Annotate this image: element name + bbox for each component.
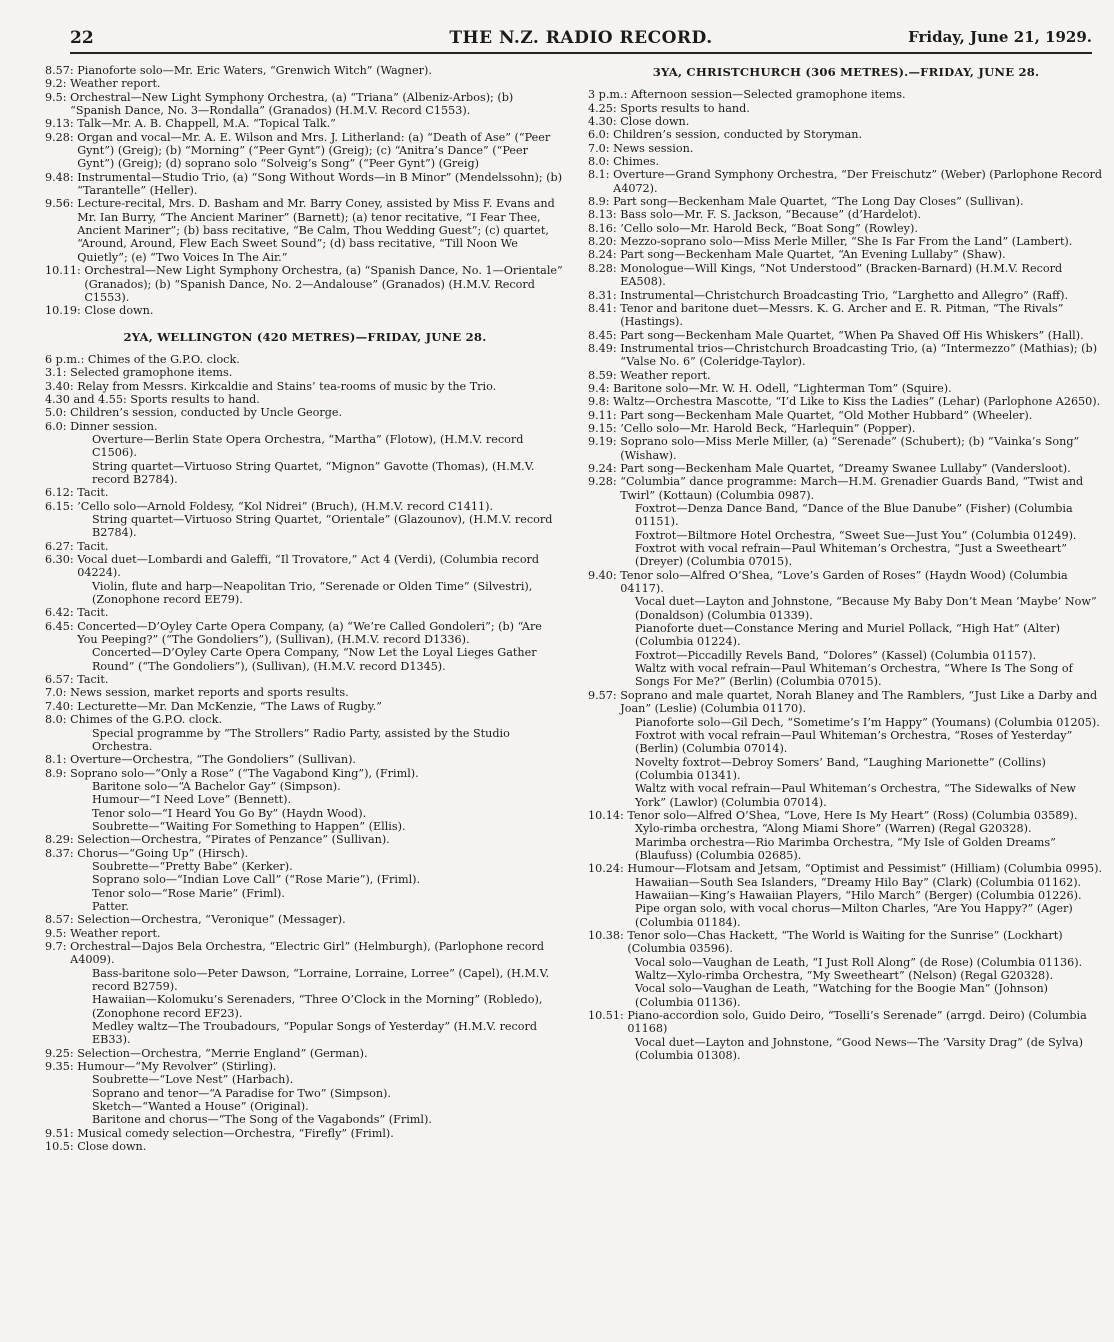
entry-text: Overture—Orchestra, “The Gondoliers” (Sullivan). [70, 753, 356, 767]
entry-time: 6.57 [45, 673, 70, 687]
programme-entry: 8.31 : Instrumental—Christchurch Broadcasting Trio, “Larghetto and Allegro” (Raff). [588, 289, 1104, 302]
programme-entry: 10.51 : Piano-accordion solo, Guido Deiro, “Toselli’s Serenade” (arrgd. Deiro) (Columbia 01168) [588, 1009, 1104, 1036]
programme-entry [45, 1087, 565, 1100]
entry-text: Tenor solo—Alfred O’Shea, “Love’s Garden of Roses” (Haydn Wood) (Columbia 04117). [620, 568, 1068, 596]
programme-entry: 8.1 : Overture—Grand Symphony Orchestra, “Der Freischutz” (Weber) (Parlophone Record A4072). [588, 168, 1103, 195]
entry-text: Pianoforte solo—Mr. Eric Waters, “Grenwich Witch” (Wagner). [77, 64, 432, 77]
entry-time: 9.24 [588, 461, 613, 475]
entry-text: Xylo-rimba orchestra, “Along Miami Shore” (Warren) (Regal G20328). [635, 822, 1032, 836]
entry-time: 4.25 [588, 101, 613, 115]
programme-entry: 8.28 : Monologue—Will Kings, “Not Understood” (Bracken-Barnard) (H.M.V. Record EA508). [588, 262, 1104, 289]
entry-text: Marimba orchestra—Rio Marimba Orchestra, “My Isle of Golden Dreams” (Blaufuss) (Columbia 02685). [635, 835, 1056, 862]
entry-time: 8.16 [588, 221, 613, 235]
entry-time: 8.41 [588, 301, 613, 315]
programme-entry [45, 873, 565, 886]
programme-entry [588, 716, 1104, 729]
entry-time: 9.4 [588, 381, 606, 395]
programme-entry [45, 820, 565, 833]
entry-time: 5.0 [45, 406, 63, 420]
entry-text: Waltz with vocal refrain—Paul Whiteman’s Orchestra, “The Sidewalks of New York” (Lawlor) (Columbia 07014). [635, 782, 1077, 809]
entry-text: Foxtrot with vocal refrain—Paul Whiteman’s Orchestra, “Just a Sweetheart” (Dreyer) (Columbia 07015). [635, 542, 1067, 569]
programme-entry [45, 513, 565, 540]
programme-entry [588, 1036, 1104, 1063]
programme-entry [588, 649, 1104, 662]
entry-text: Concerted—D’Oyley Carte Opera Company, “Now Let the Loyal Lieges Gather Round” (“The Gondoliers”), (Sullivan), (H.M.V. record D1345). [92, 646, 537, 673]
entry-time: 6.12 [45, 486, 70, 500]
entry-time: 6 p.m. [45, 352, 81, 366]
programme-entry [45, 993, 565, 1020]
programme-entry [45, 580, 565, 607]
programme-entry [588, 782, 1104, 809]
entry-time: 8.0 [588, 155, 606, 169]
entry-text: String quartet—Virtuoso String Quartet, “Mignon” Gavotte (Thomas), (H.M.V. record B2784). [92, 459, 535, 486]
programme-entry: 9.56 : Lecture-recital, Mrs. D. Basham and Mr. Barry Coney, assisted by Miss F. Evans and Mr. Ian Burry, “The Ancient Mariner” (Barnett); (a) tenor recitative, “I Fear Thee, Ancient Mariner”; (b) bass recitative, “Be Calm, Thou Wedding Guest”; (c) quartet, “Around, Around, Flew Each Sweet Sound”; (d) bass recitative, “Till Noon We Quietly”; (e) “Two Voices In The Air.” [45, 197, 565, 264]
entry-text: Pianoforte solo—Gil Dech, “Sometime’s I’m Happy” (Youmans) (Columbia 01205). [635, 715, 1100, 729]
programme-entry: 9.7 : Orchestral—Dajos Bela Orchestra, “Electric Girl” (Helmburgh), (Parlophone record A4009). [45, 940, 565, 967]
entry-text: Soprano and male quartet, Norah Blaney and The Ramblers, “Just Like a Darby and Joan” (Leslie) (Columbia 01170). [620, 688, 1098, 716]
entry-text: Selection—Orchestra, “Veronique” (Messager). [77, 913, 346, 927]
entry-text: Chimes of the G.P.O. clock. [87, 352, 240, 366]
entry-text: Soubrette—“Waiting For Something to Happen” (Ellis). [92, 819, 406, 833]
entry-time: 7.40 [45, 699, 70, 713]
entry-text: Soubrette—“Pretty Babe” (Kerker). [92, 859, 293, 873]
entry-text: Part song—Beckenham Male Quartet, “An Evening Lullaby” (Shaw). [620, 248, 1006, 262]
entry-text: Tacit. [77, 486, 109, 500]
programme-entry: 8.29 : Selection—Orchestra, “Pirates of Penzance” (Sullivan). [45, 833, 565, 846]
entry-time: 8.45 [588, 328, 613, 342]
programme-entry [588, 756, 1104, 783]
entry-text: Pipe organ solo, with vocal chorus—Milton Charles, “Are You Happy?” (Ager) (Columbia 01184). [635, 902, 1073, 929]
entry-time: 8.49 [588, 341, 613, 355]
programme-entry [588, 502, 1104, 529]
programme-entry: 8.9 : Soprano solo—“Only a Rose” (“The Vagabond King”), (Friml). [45, 767, 565, 780]
programme-entry: 8.1 : Overture—Orchestra, “The Gondoliers” (Sullivan). [45, 753, 565, 766]
programme-entry: 6.45 : Concerted—D’Oyley Carte Opera Company, (a) “We’re Called Gondoleri”; (b) “Are You Peeping?” (“The Gondoliers”), (Sullivan), (H.M.V. record D1336). [45, 620, 565, 647]
programme-entry [588, 982, 1104, 1009]
programme-entry: 9.28 : “Columbia” dance programme: March—H.M. Grenadier Guards Band, “Twist and Twirl” (Kottaun) (Columbia 0987). [588, 475, 1104, 502]
entry-time: 8.13 [588, 208, 613, 222]
entry-text: Foxtrot—Piccadilly Revels Band, “Dolores” (Kassel) (Columbia 01157). [635, 648, 1037, 662]
entry-text: Soprano solo—“Only a Rose” (“The Vagabond King”), (Friml). [70, 766, 419, 780]
entry-text: “Columbia” dance programme: March—H.M. Grenadier Guards Band, “Twist and Twirl” (Kottaun) (Columbia 0987). [620, 475, 1084, 502]
entry-time: 10.51 [588, 1009, 621, 1023]
entry-text: Foxtrot with vocal refrain—Paul Whiteman’s Orchestra, “Roses of Yesterday” (Berlin) (Columbia 07014). [635, 728, 1073, 756]
entry-text: 4.30 and 4.55: Sports results to hand. [45, 392, 260, 406]
programme-entry [45, 1020, 565, 1047]
programme-entry: 9.13 : Talk—Mr. A. B. Chappell, M.A. “Topical Talk.” [45, 117, 565, 130]
entry-text: Close down. [620, 115, 690, 129]
programme-entry: 8.13 : Bass solo—Mr. F. S. Jackson, “Because” (d’Hardelot). [588, 208, 1104, 221]
programme-entry [588, 902, 1104, 929]
programme-entry [588, 876, 1104, 889]
programme-entry: 10.38 : Tenor solo—Chas Hackett, “The World is Waiting for the Sunrise” (Lockhart) (Columbia 03596). [588, 929, 1104, 956]
entry-text: Tenor solo—Chas Hackett, “The World is Waiting for the Sunrise” (Lockhart) (Columbia 03596). [627, 929, 1063, 956]
entry-time: 9.19 [588, 435, 613, 449]
entry-text: Waltz—Xylo-rimba Orchestra, “My Sweetheart” (Nelson) (Regal G20328). [635, 969, 1054, 983]
programme-entry [588, 729, 1104, 756]
entry-time: 8.57 [45, 64, 70, 77]
entry-time: 8.20 [588, 235, 613, 249]
programme-entry [588, 542, 1104, 569]
entry-text: Organ and vocal—Mr. A. E. Wilson and Mrs. J. Litherland: (a) “Death of Ase” (“Peer Gynt”) (Greig); (b) “Morning” (“Peer Gynt”) (Greig); (c) “Anitra’s Dance” (“Peer Gynt”) (Greig); (d) soprano solo “Solveig’s Song” (“Peer Gynt”) (Greig) [77, 130, 551, 171]
entry-text: Afternoon session—Selected gramophone items. [630, 88, 906, 102]
page-header [70, 28, 1092, 54]
entry-time: 9.5 [45, 90, 63, 104]
entry-time: 9.15 [588, 421, 613, 435]
entry-time: 8.1 [588, 168, 606, 182]
entry-time: 9.8 [588, 395, 606, 409]
programme-entry: 9.40 : Tenor solo—Alfred O’Shea, “Love’s Garden of Roses” (Haydn Wood) (Columbia 04117). [588, 569, 1104, 596]
entry-text: Waltz with vocal refrain—Paul Whiteman’s Orchestra, “Where Is The Song of Songs For Me?” (Berlin) (Columbia 07015). [635, 662, 1073, 689]
programme-entry: 8.57 : Pianoforte solo—Mr. Eric Waters, “Grenwich Witch” (Wagner). [45, 64, 565, 77]
entry-text: ’Cello solo—Mr. Harold Beck, “Harlequin” (Popper). [620, 421, 916, 435]
programme-entry: 9.11 : Part song—Beckenham Male Quartet, “Old Mother Hubbard” (Wheeler). [588, 409, 1104, 422]
entry-text: Overture—Grand Symphony Orchestra, “Der Freischutz” (Weber) (Parlophone Record A4072). [613, 168, 1103, 195]
entry-text: Talk—Mr. A. B. Chappell, M.A. “Topical Talk.” [77, 117, 336, 131]
entry-text: Hawaiian—King’s Hawaiian Players, “Hilo March” (Berger) (Columbia 01226). [635, 888, 1082, 902]
programme-entry: 8.41 : Tenor and baritone duet—Messrs. K. G. Archer and E. R. Pitman, “The Rivals” (Hastings). [588, 302, 1104, 329]
entry-text: Musical comedy selection—Orchestra, “Firefly” (Friml). [77, 1126, 394, 1140]
entry-text: Dinner session. [70, 419, 158, 433]
entry-time: 8.9 [588, 195, 606, 209]
entry-time: 9.51 [45, 1126, 70, 1140]
entry-text: Tenor and baritone duet—Messrs. K. G. Archer and E. R. Pitman, “The Rivals” (Hastings). [620, 301, 1064, 329]
entry-text: Tenor solo—Alfred O’Shea, “Love, Here Is My Heart” (Ross) (Columbia 03589). [627, 808, 1078, 822]
entry-text: Vocal solo—Vaughan de Leath, “I Just Roll Along” (de Rose) (Columbia 01136). [635, 955, 1083, 969]
programme-entry: 10.5 : Close down. [45, 1140, 565, 1153]
entry-time: 8.59 [588, 368, 613, 382]
entry-time: 9.56 [45, 197, 70, 211]
programme-entry [588, 969, 1104, 982]
programme-entry: 9.5 : Weather report. [45, 927, 565, 940]
programme-entry: 8.37 : Chorus—“Going Up” (Hirsch). [45, 847, 565, 860]
entry-time: 7.0 [588, 141, 606, 155]
entry-text: Chimes. [613, 155, 659, 169]
entry-text: Weather report. [70, 77, 161, 91]
entry-time: 10.11 [45, 264, 78, 278]
entry-text: Humour—“I Need Love” (Bennett). [92, 793, 292, 807]
programme-entry [45, 780, 565, 793]
programme-entry: 5.0 : Children’s session, conducted by Uncle George. [45, 406, 565, 419]
entry-text: Baritone and chorus—“The Song of the Vagabonds” (Friml). [92, 1113, 432, 1127]
entry-time: 8.31 [588, 288, 613, 302]
entry-text: Bass-baritone solo—Peter Dawson, “Lorraine, Lorraine, Lorree” (Capel), (H.M.V. record B2759). [92, 966, 550, 994]
entry-text: Instrumental—Studio Trio, (a) “Song Without Words—in B Minor” (Mendelssohn); (b) “Tarantelle” (Heller). [77, 170, 563, 198]
entry-text: Bass solo—Mr. F. S. Jackson, “Because” (d’Hardelot). [620, 208, 922, 222]
programme-entry: 6.27 : Tacit. [45, 540, 565, 553]
entry-time: 10.14 [588, 808, 621, 822]
right-column [588, 64, 1104, 1062]
entry-text: Mezzo-soprano solo—Miss Merle Miller, “She Is Far From the Land” (Lambert). [620, 235, 1073, 249]
programme-entry: 3.40 : Relay from Messrs. Kirkcaldie and Stains’ tea-rooms of music by the Trio. [45, 380, 565, 393]
programme-entry [45, 1073, 565, 1086]
entry-text: Hawaiian—Kolomuku’s Serenaders, “Three O’Clock in the Morning” (Robledo), (Zonophone record EF23). [92, 993, 543, 1020]
programme-entry: 9.15 : ’Cello solo—Mr. Harold Beck, “Harlequin” (Popper). [588, 422, 1104, 435]
programme-entry [45, 793, 565, 806]
programme-entry [45, 646, 565, 673]
programme-entry [45, 433, 565, 460]
programme-entry [588, 529, 1104, 542]
programme-entry [588, 662, 1104, 689]
entry-text: Soprano solo—Miss Merle Miller, (a) “Serenade” (Schubert); (b) “Vainka’s Song” (Wishaw). [620, 435, 1080, 462]
left-column [45, 64, 565, 1154]
programme-entry [45, 807, 565, 820]
entry-text: Close down. [84, 304, 154, 318]
entry-text: Violin, flute and harp—Neapolitan Trio, “Serenade or Olden Time” (Silvestri), (Zonophone record EE79). [92, 579, 533, 607]
programme-entry: 10.19 : Close down. [45, 304, 565, 317]
entry-time: 9.28 [45, 130, 70, 144]
wellington-programme-list [45, 353, 565, 1154]
programme-entry: 6.42 : Tacit. [45, 606, 565, 619]
entry-time: 4.30 [588, 115, 613, 129]
entry-text: Close down. [77, 1140, 147, 1154]
programme-entry [45, 727, 565, 754]
entry-text: Selected gramophone items. [70, 366, 233, 380]
entry-text: Sketch—“Wanted a House” (Original). [92, 1100, 309, 1114]
programme-entry: 6.30 : Vocal duet—Lombardi and Galeffi, “Il Trovatore,” Act 4 (Verdi), (Columbia record 04224). [45, 553, 565, 580]
entry-text: Soprano solo—“Indian Love Call” (“Rose Marie”), (Friml). [92, 873, 421, 887]
entry-time: 8.0 [45, 713, 63, 727]
entry-text: Part song—Beckenham Male Quartet, “Dreamy Swanee Lullaby” (Vandersloot). [620, 461, 1071, 475]
entry-time: 6.45 [45, 619, 70, 633]
page-number: 22 [70, 28, 94, 48]
programme-entry: 9.28 : Organ and vocal—Mr. A. E. Wilson and Mrs. J. Litherland: (a) “Death of Ase” (“Peer Gynt”) (Greig); (b) “Morning” (“Peer Gynt”) (Greig); (c) “Anitra’s Dance” (“Peer Gynt”) (Greig); (d) soprano solo “Solveig’s Song” (“Peer Gynt”) (Greig) [45, 131, 565, 171]
programme-entry: 9.8 : Waltz—Orchestra Mascotte, “I’d Like to Kiss the Ladies” (Lehar) (Parlophone A2650). [588, 395, 1104, 408]
entry-time: 8.1 [45, 753, 63, 767]
programme-entry: 9.25 : Selection—Orchestra, “Merrie England” (German). [45, 1047, 565, 1060]
entry-time: 8.24 [588, 248, 613, 262]
entry-time: 8.28 [588, 261, 613, 275]
entry-text: Chorus—“Going Up” (Hirsch). [77, 846, 249, 860]
programme-entry [588, 822, 1104, 835]
entry-text: Vocal solo—Vaughan de Leath, “Watching for the Boogie Man” (Johnson) (Columbia 01136). [635, 982, 1049, 1009]
entry-text: Instrumental—Christchurch Broadcasting Trio, “Larghetto and Allegro” (Raff). [620, 288, 1069, 302]
entry-text: Lecturette—Mr. Dan McKenzie, “The Laws of Rugby.” [77, 699, 382, 713]
entry-text: Orchestral—New Light Symphony Orchestra, (a) “Spanish Dance, No. 1—Orientale” (Granados); (b) “Spanish Dance, No. 2—Andalouse” (Granados) (H.M.V. Record C1553). [84, 264, 563, 304]
christchurch-heading: 3YA, CHRISTCHURCH (306 METRES).—FRIDAY, JUNE 28. [652, 65, 1040, 79]
entry-text: Tacit. [77, 673, 109, 687]
entry-time: 8.57 [45, 913, 70, 927]
programme-entry [45, 887, 565, 900]
programme-entry: 7.40 : Lecturette—Mr. Dan McKenzie, “The Laws of Rugby.” [45, 700, 565, 713]
programme-entry: 7.0 : News session. [588, 142, 1104, 155]
programme-entry: 9.2 : Weather report. [45, 77, 565, 90]
programme-entry [588, 836, 1104, 863]
entry-time: 9.11 [588, 408, 613, 422]
programme-entry: 9.57 : Soprano and male quartet, Norah Blaney and The Ramblers, “Just Like a Darby and Joan” (Leslie) (Columbia 01170). [588, 689, 1104, 716]
programme-entry: 8.0 : Chimes. [588, 155, 1104, 168]
entry-text: Tacit. [77, 606, 109, 620]
entry-time: 9.28 [588, 475, 613, 489]
entry-text: Medley waltz—The Troubadours, “Popular Songs of Yesterday” (H.M.V. record EB33). [92, 1020, 538, 1047]
programme-entry: 9.4 : Baritone solo—Mr. W. H. Odell, “Lighterman Tom” (Squire). [588, 382, 1104, 395]
entry-text: Relay from Messrs. Kirkcaldie and Stains’ tea-rooms of music by the Trio. [77, 379, 497, 393]
entry-text: Vocal duet—Layton and Johnstone, “Because My Baby Don’t Mean ‘Maybe’ Now” (Donaldson) (Columbia 01339). [635, 595, 1097, 622]
programme-entry: 8.57 : Selection—Orchestra, “Veronique” (Messager). [45, 913, 565, 926]
publication-title: THE N.Z. RADIO RECORD. [449, 28, 713, 48]
entry-text: Vocal duet—Layton and Johnstone, “Good News—The ’Varsity Drag” (de Sylva) (Columbia 01308). [635, 1035, 1084, 1063]
entry-text: Foxtrot—Biltmore Hotel Orchestra, “Sweet Sue—Just You” (Columbia 01249). [635, 528, 1077, 542]
entry-text: Orchestral—Dajos Bela Orchestra, “Electric Girl” (Helmburgh), (Parlophone record A4009). [70, 940, 545, 967]
programme-entry [45, 393, 565, 406]
entry-text: Lecture-recital, Mrs. D. Basham and Mr. Barry Coney, assisted by Miss F. Evans and Mr. Ian Burry, “The Ancient Mariner” (Barnett); (a) tenor recitative, “I Fear Thee, Ancient Mariner”; (b) bass recitative, “Be Calm, Thou Wedding Guest”; (c) quartet, “Around, Around, Flew Each Sweet Sound”; (d) bass recitative, “Till Noon We Quietly”; (e) “Two Voices In The Air.” [77, 197, 555, 264]
programme-entry: 9.48 : Instrumental—Studio Trio, (a) “Song Without Words—in B Minor” (Mendelssohn); (b) “Tarantelle” (Heller). [45, 171, 565, 198]
programme-entry: 9.5 : Orchestral—New Light Symphony Orchestra, (a) “Triana” (Albeniz-Arbos); (b) “Spanish Dance, No. 3—Rondalla” (Granados) (H.M.V. Record C1553). [45, 91, 565, 118]
entry-text: Selection—Orchestra, “Pirates of Penzance” (Sullivan). [77, 833, 390, 847]
programme-entry [588, 889, 1104, 902]
wellington-heading: 2YA, WELLINGTON (420 METRES)—FRIDAY, JUNE 28. [123, 329, 487, 344]
entry-text: Humour—Flotsam and Jetsam, “Optimist and Pessimist” (Hilliam) (Columbia 0995). [627, 862, 1103, 876]
entry-time: 10.5 [45, 1140, 70, 1154]
programme-entry: 9.24 : Part song—Beckenham Male Quartet, “Dreamy Swanee Lullaby” (Vandersloot). [588, 462, 1104, 475]
programme-entry: 6.0 : Children’s session, conducted by Storyman. [588, 128, 1104, 141]
entry-time: 9.2 [45, 77, 63, 91]
entry-text: Humour—“My Revolver” (Stirling). [77, 1060, 277, 1074]
entry-time: 9.48 [45, 170, 70, 184]
programme-entry [588, 622, 1104, 649]
entry-time: 3.1 [45, 366, 63, 380]
entry-time: 3 p.m. [588, 88, 624, 102]
programme-entry [45, 1100, 565, 1113]
programme-entry: 7.0 : News session, market reports and sports results. [45, 686, 565, 699]
programme-entry: 10.11 : Orchestral—New Light Symphony Orchestra, (a) “Spanish Dance, No. 1—Orientale” (Granados); (b) “Spanish Dance, No. 2—Andalouse” (Granados) (H.M.V. Record C1553). [45, 264, 565, 304]
programme-entry: 8.45 : Part song—Beckenham Male Quartet, “When Pa Shaved Off His Whiskers” (Hall). [588, 329, 1104, 342]
entry-text: Children’s session, conducted by Uncle George. [70, 406, 343, 420]
programme-entry: 8.20 : Mezzo-soprano solo—Miss Merle Miller, “She Is Far From the Land” (Lambert). [588, 235, 1104, 248]
entry-text: Waltz—Orchestra Mascotte, “I’d Like to Kiss the Ladies” (Lehar) (Parlophone A2650). [613, 395, 1101, 409]
auckland-continued-list [45, 64, 565, 318]
entry-time: 3.40 [45, 379, 70, 393]
programme-entry: 8.16 : ’Cello solo—Mr. Harold Beck, “Boat Song” (Rowley). [588, 222, 1104, 235]
entry-text: Part song—Beckenham Male Quartet, “When Pa Shaved Off His Whiskers” (Hall). [620, 328, 1084, 342]
entry-text: ’Cello solo—Mr. Harold Beck, “Boat Song” (Rowley). [620, 221, 918, 235]
entry-time: 9.25 [45, 1046, 70, 1060]
entry-time: 6.27 [45, 539, 70, 553]
programme-entry: 3.1 : Selected gramophone items. [45, 366, 565, 379]
programme-entry: 3 p.m. : Afternoon session—Selected gramophone items. [588, 88, 1104, 101]
entry-time: 6.42 [45, 606, 70, 620]
entry-text: Foxtrot—Denza Dance Band, “Dance of the Blue Danube” (Fisher) (Columbia 01151). [635, 502, 1073, 529]
entry-text: Tenor solo—“I Heard You Go By” (Haydn Wood). [92, 806, 367, 820]
programme-entry: 8.49 : Instrumental trios—Christchurch Broadcasting Trio, (a) “Intermezzo” (Mathias); (b) “Valse No. 6” (Coleridge-Taylor). [588, 342, 1104, 369]
entry-text: Soprano and tenor—“A Paradise for Two” (Simpson). [92, 1086, 391, 1100]
programme-entry [45, 900, 565, 913]
entry-time: 6.0 [588, 128, 606, 142]
programme-entry: 9.19 : Soprano solo—Miss Merle Miller, (a) “Serenade” (Schubert); (b) “Vainka’s Song” (Wishaw). [588, 435, 1104, 462]
entry-text: Vocal duet—Lombardi and Galeffi, “Il Trovatore,” Act 4 (Verdi), (Columbia record 04224). [77, 553, 540, 580]
entry-text: Instrumental trios—Christchurch Broadcasting Trio, (a) “Intermezzo” (Mathias); (b) “Valse No. 6” (Coleridge-Taylor). [620, 341, 1098, 369]
entry-text: Sports results to hand. [620, 101, 750, 115]
entry-time: 10.38 [588, 929, 621, 942]
programme-entry: 9.35 : Humour—“My Revolver” (Stirling). [45, 1060, 565, 1073]
entry-time: 9.13 [45, 117, 70, 131]
programme-entry: 9.51 : Musical comedy selection—Orchestra, “Firefly” (Friml). [45, 1127, 565, 1140]
entry-text: Monologue—Will Kings, “Not Understood” (Bracken-Barnard) (H.M.V. Record EA508). [620, 261, 1063, 289]
entry-text: Orchestral—New Light Symphony Orchestra, (a) “Triana” (Albeniz-Arbos); (b) “Spanish Dance, No. 3—Rondalla” (Granados) (H.M.V. Record C1553). [70, 90, 514, 118]
entry-time: 8.29 [45, 833, 70, 847]
entry-text: Overture—Berlin State Opera Orchestra, “Martha” (Flotow), (H.M.V. record C1506). [92, 432, 524, 460]
entry-text: Concerted—D’Oyley Carte Opera Company, (a) “We’re Called Gondoleri”; (b) “Are You Peeping?” (“The Gondoliers”), (Sullivan), (H.M.V. record D1336). [77, 619, 542, 647]
issue-date: Friday, June 21, 1929. [908, 28, 1092, 46]
entry-time: 8.37 [45, 846, 70, 860]
entry-text: Weather report. [620, 368, 711, 382]
entry-text: Pianoforte duet—Constance Mering and Muriel Pollack, “High Hat” (Alter) (Columbia 01224). [635, 622, 1061, 649]
programme-entry: 4.25 : Sports results to hand. [588, 102, 1104, 115]
entry-text: News session. [613, 141, 694, 155]
entry-text: Baritone solo—Mr. W. H. Odell, “Lighterman Tom” (Squire). [613, 381, 952, 395]
programme-entry: 6.12 : Tacit. [45, 486, 565, 499]
programme-entry: 4.30 : Close down. [588, 115, 1104, 128]
entry-text: Piano-accordion solo, Guido Deiro, “Toselli’s Serenade” (arrgd. Deiro) (Columbia 01168) [627, 1009, 1087, 1036]
entry-text: ’Cello solo—Arnold Foldesy, “Kol Nidrei” (Bruch), (H.M.V. record C1411). [77, 499, 494, 513]
entry-text: Soubrette—“Love Nest” (Harbach). [92, 1073, 294, 1087]
entry-text: Novelty foxtrot—Debroy Somers’ Band, “Laughing Marionette” (Collins) (Columbia 01341). [635, 755, 1046, 782]
programme-entry: 8.0 : Chimes of the G.P.O. clock. [45, 713, 565, 726]
programme-entry [45, 460, 565, 487]
christchurch-programme-list [588, 88, 1104, 1062]
entry-time: 10.19 [45, 304, 78, 318]
entry-text: Hawaiian—South Sea Islanders, “Dreamy Hilo Bay” (Clark) (Columbia 01162). [635, 875, 1082, 889]
programme-entry: 6 p.m. : Chimes of the G.P.O. clock. [45, 353, 565, 366]
programme-entry [45, 1113, 565, 1126]
programme-entry: 8.24 : Part song—Beckenham Male Quartet, “An Evening Lullaby” (Shaw). [588, 248, 1104, 261]
programme-entry [588, 956, 1104, 969]
programme-entry: 8.59 : Weather report. [588, 369, 1104, 382]
entry-time: 6.0 [45, 419, 63, 433]
entry-time: 9.57 [588, 688, 613, 702]
entry-time: 9.35 [45, 1060, 70, 1074]
programme-entry: 8.9 : Part song—Beckenham Male Quartet, “The Long Day Closes” (Sullivan). [588, 195, 1104, 208]
entry-text: Children’s session, conducted by Storyman. [613, 128, 863, 142]
programme-entry: 10.14 : Tenor solo—Alfred O’Shea, “Love, Here Is My Heart” (Ross) (Columbia 03589). [588, 809, 1104, 822]
programme-entry [588, 595, 1104, 622]
entry-text: String quartet—Virtuoso String Quartet, “Orientale” (Glazounov), (H.M.V. record B2784). [92, 513, 553, 540]
entry-text: Part song—Beckenham Male Quartet, “Old Mother Hubbard” (Wheeler). [620, 408, 1033, 422]
entry-time: 9.40 [588, 568, 613, 582]
entry-text: Tacit. [77, 539, 109, 553]
entry-time: 9.7 [45, 940, 63, 953]
programme-entry: 6.57 : Tacit. [45, 673, 565, 686]
programme-entry [45, 860, 565, 873]
entry-text: Special programme by “The Strollers” Radio Party, assisted by the Studio Orchestra. [92, 726, 510, 753]
entry-time: 10.24 [588, 862, 621, 876]
programme-entry: 6.15 : ’Cello solo—Arnold Foldesy, “Kol Nidrei” (Bruch), (H.M.V. record C1411). [45, 500, 565, 513]
programme-entry [45, 967, 565, 994]
entry-text: Selection—Orchestra, “Merrie England” (German). [77, 1046, 368, 1060]
entry-text: Baritone solo—“A Bachelor Gay” (Simpson). [92, 779, 341, 793]
entry-time: 8.9 [45, 766, 63, 780]
entry-time: 7.0 [45, 686, 63, 700]
programme-entry: 6.0 : Dinner session. [45, 420, 565, 433]
entry-time: 6.30 [45, 553, 70, 567]
programme-entry: 10.24 : Humour—Flotsam and Jetsam, “Optimist and Pessimist” (Hilliam) (Columbia 0995). [588, 862, 1103, 876]
entry-time: 6.15 [45, 499, 70, 513]
entry-text: Weather report. [70, 926, 161, 940]
entry-text: Patter. [92, 899, 129, 913]
entry-text: Tenor solo—“Rose Marie” (Friml). [92, 886, 285, 900]
entry-text: Chimes of the G.P.O. clock. [70, 713, 223, 727]
entry-text: Part song—Beckenham Male Quartet, “The Long Day Closes” (Sullivan). [613, 195, 1024, 209]
entry-time: 9.5 [45, 926, 63, 940]
entry-text: News session, market reports and sports results. [70, 686, 349, 700]
